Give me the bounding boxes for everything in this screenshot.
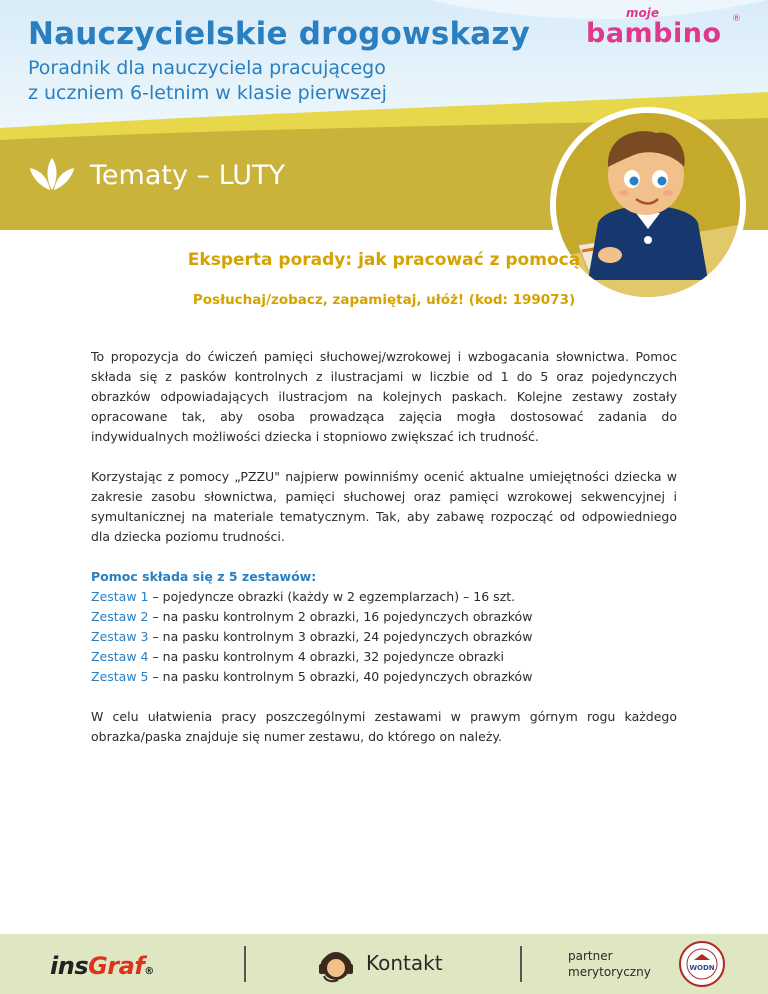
set-description: – na pasku kontrolnym 2 obrazki, 16 pojedynczych obrazków [148,609,533,624]
logo-small-text: moje [626,6,659,20]
paragraph-intro: To propozycja do ćwiczeń pamięci słuchowej/wzrokowej i wzbogacania słownictwa. Pomoc składa się z pasków kontrolnych z ilustracjami w liczbie od 1 do 5 oraz pojedynczych obrazków odpowiadających ilustracjom na kolejnych paskach. Kolejne zestawy zostały opracowane tak, aby osoba prowadząca zajęcia mogła dostosować zadania do indywidualnych możliwości dziecka i stopniowo zwiększać ich trudność. [91,349,677,444]
set-description: – pojedyncze obrazki (każdy w 2 egzemplarzach) – 16 szt. [148,589,516,604]
insgraf-registered-mark: ® [144,966,154,977]
insgraf-logo-graf: Graf [88,952,145,980]
set-label: Zestaw 2 [91,609,149,624]
wodn-seal-text: WODN [689,964,715,972]
article-subheading: Posłuchaj/zobacz, zapamiętaj, ułóż! (kod: 199073) [192,292,576,308]
insgraf-logo-ins: ins [50,952,89,980]
boy-mascot-illustration [548,105,748,305]
list-item [91,627,677,647]
article-heading: Eksperta porady: jak pracować z pomocą [187,250,581,270]
set-label: Zestaw 3 [91,629,149,644]
page-subtitle-line2: z uczniem 6-letnim w klasie pierwszej [28,82,387,104]
set-description: – na pasku kontrolnym 3 obrazki, 24 pojedynczych obrazków [148,629,533,644]
footer [0,934,768,994]
sets-list-title: Pomoc składa się z 5 zestawów: [91,569,317,584]
partner-label-line2: merytoryczny [568,965,651,979]
leaf-icon [28,156,76,192]
list-item [91,587,677,607]
list-item [91,607,677,627]
footer-divider [244,946,246,982]
paragraph-numbering: W celu ułatwienia pracy poszczególnymi zestawami w prawym górnym rogu każdego obrazka/paska znajduje się numer zestawu, do którego on należy. [91,709,677,744]
page-subtitle-line1: Poradnik dla nauczyciela pracującego [28,57,386,79]
set-label: Zestaw 1 [91,589,149,604]
page-title: Nauczycielskie drogowskazy [28,16,531,52]
logo-main-text: bambino [586,18,722,49]
page-subtitle [28,56,387,106]
logo-registered-mark: ® [732,14,741,24]
set-label: Zestaw 5 [91,669,149,684]
set-description: – na pasku kontrolnym 5 obrazki, 40 pojedynczych obrazków [148,669,533,684]
set-description: – na pasku kontrolnym 4 obrazki, 32 pojedyncze obrazki [148,649,504,664]
paragraph-usage: Korzystając z pomocy „PZZU" najpierw powinniśmy ocenić aktualne umiejętności dziecka w zakresie zasobu słownictwa, pamięci słuchowej oraz pamięci wzrokowej sekwencyjnej i symultanicznej na materiale tematycznym. Tak, aby zabawę rozpocząć od odpowiedniego dla dziecka poziomu trudności. [91,469,677,544]
footer-divider [520,946,522,982]
contact-link[interactable]: Kontakt [366,951,443,975]
list-item [91,647,677,667]
list-item [91,667,677,687]
partner-label-line1: partner [568,949,613,963]
partner-label [568,948,651,980]
sets-list [91,567,677,687]
article-body [91,347,677,747]
wodn-seal-logo[interactable] [678,940,726,988]
contact-headset-icon[interactable] [314,944,358,984]
moje-bambino-logo[interactable] [586,6,746,50]
set-label: Zestaw 4 [91,649,149,664]
insgraf-logo[interactable] [50,952,154,980]
topic-title: Tematy – LUTY [90,160,286,191]
